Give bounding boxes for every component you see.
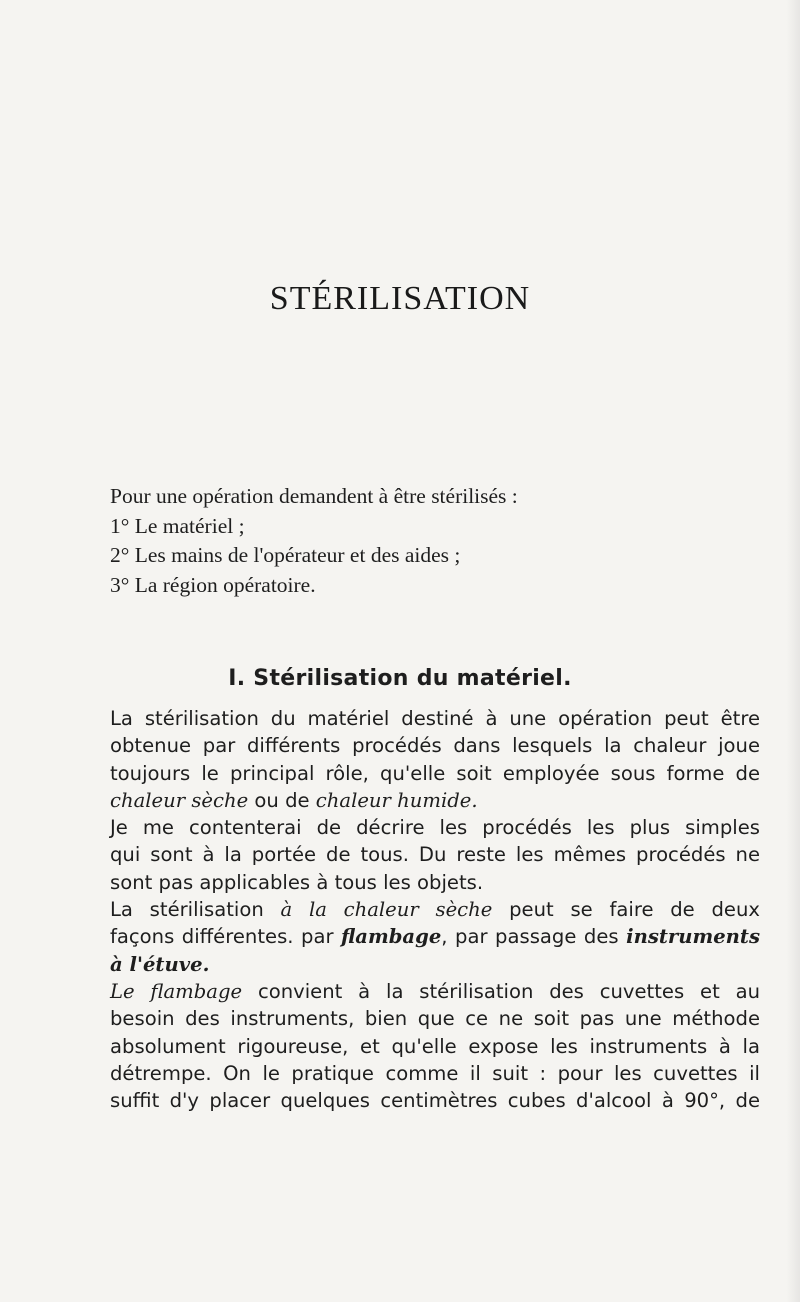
- section-heading: I. Stérilisation du matériel.: [228, 666, 572, 691]
- emphasis-text: à l'étuve.: [110, 952, 210, 976]
- body-line: toujours le principal rôle, qu'elle soit employée sous forme de: [110, 761, 760, 785]
- emphasis-text: instruments: [626, 925, 761, 949]
- body-line: sont pas applicables à tous les objets.: [110, 870, 484, 894]
- body-line: suffit d'y placer quelques centimètres cubes d'alcool à 90°, de: [110, 1089, 760, 1113]
- intro-block: [110, 482, 750, 600]
- chapter-title: STÉRILISATION: [269, 280, 531, 317]
- intro-item-1: 1° Le matériel ;: [110, 513, 245, 538]
- body-line: absolument rigoureuse, et qu'elle expose les instruments à la: [110, 1034, 760, 1058]
- emphasis-text: chaleur sèche: [110, 788, 249, 812]
- section-body: [110, 705, 760, 1114]
- body-line: [110, 896, 760, 923]
- body-text-span: convient à la stérilisation des cuvettes et au: [242, 979, 761, 1003]
- body-line: [110, 923, 760, 950]
- body-line: besoin des instruments, bien que ce ne soit pas une méthode: [110, 1007, 760, 1031]
- body-line: [110, 787, 760, 814]
- body-text-span: La stérilisation: [110, 898, 281, 922]
- body-line: [110, 978, 760, 1005]
- emphasis-text: à la chaleur sèche: [280, 898, 493, 922]
- emphasis-text: chaleur humide.: [315, 788, 478, 812]
- body-line: [110, 951, 760, 978]
- body-line: La stérilisation du matériel destiné à une opération peut être: [110, 707, 760, 730]
- emphasis-text: Le flambage: [110, 979, 243, 1003]
- body-text-span: façons différentes. par: [110, 925, 342, 949]
- page-edge-shadow: [786, 0, 800, 1302]
- intro-lead: Pour une opération demandent à être stérilisés :: [110, 484, 518, 508]
- body-text-span: , par passage des: [441, 925, 627, 949]
- body-line: obtenue par différents procédés dans lesquels la chaleur joue: [110, 734, 760, 758]
- body-text-span: ou de: [248, 788, 316, 812]
- body-line: qui sont à la portée de tous. Du reste les mêmes procédés ne: [110, 843, 760, 867]
- intro-item-2: 2° Les mains de l'opérateur et des aides ;: [110, 543, 461, 567]
- emphasis-text: flambage: [341, 925, 442, 949]
- body-text-span: peut se faire de deux: [492, 898, 760, 922]
- body-line: Je me contenterai de décrire les procédés les plus simples: [110, 816, 760, 840]
- body-line: détrempe. On le pratique comme il suit : pour les cuvettes il: [110, 1061, 760, 1085]
- intro-item-3: 3° La région opératoire.: [110, 572, 316, 597]
